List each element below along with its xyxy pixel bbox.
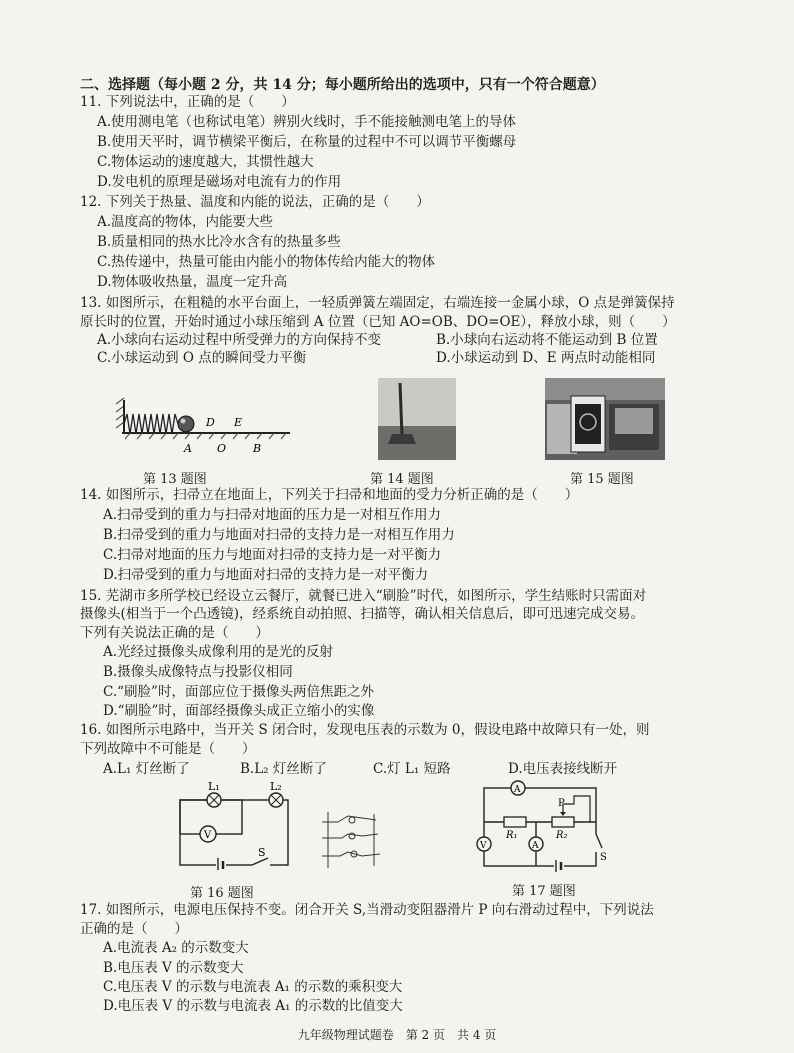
q12-option-d: D.物体吸收热量，温度一定升高	[97, 274, 288, 290]
fig17-label-p: P	[558, 798, 565, 809]
question-16-stem-line2: 下列故障中不可能是（ ）	[80, 741, 256, 757]
q12-option-c: C.热传递中，热量可能由内能小的物体传给内能大的物体	[97, 254, 436, 270]
fig13-label-e: E	[234, 416, 243, 429]
fig16-label-l1: L₁	[208, 780, 220, 793]
question-13-stem-line1: 13. 如图所示，在粗糙的水平台面上，一轻质弹簧左端固定，右端连接一金属小球，O 点是弹簧保持	[80, 295, 675, 311]
figure-16-circuit	[172, 778, 297, 870]
fig17-ammeter-a1-label: A	[532, 841, 539, 851]
fig13-label-o: O	[217, 442, 227, 455]
figure-13-spring-diagram	[110, 392, 295, 456]
fig17-voltmeter-label: V	[480, 841, 487, 851]
question-17-stem-line1: 17. 如图所示，电源电压保持不变。闭合开关 S,当滑动变阻器滑片 P 向右滑动过程中，下列说法	[80, 902, 654, 918]
q14-option-a: A.扫帚受到的重力与扫帚对地面的压力是一对相互作用力	[103, 507, 442, 523]
fig17-ammeter-a2-label: A	[514, 785, 521, 795]
q11-option-b: B.使用天平时，调节横梁平衡后，在称量的过程中不可以调节平衡螺母	[97, 134, 517, 150]
figure-13-caption: 第 13 题图	[143, 472, 207, 487]
figure-15-caption: 第 15 题图	[570, 472, 634, 487]
fig16-label-s: S	[258, 846, 266, 859]
q13-option-b: B.小球向右运动将不能运动到 B 位置	[436, 332, 658, 348]
page-footer: 九年级物理试题卷 第 2 页 共 4 页	[297, 1028, 497, 1042]
figure-15-face-scan-photo	[545, 378, 665, 460]
question-11-stem: 11. 下列说法中，正确的是（ ）	[80, 94, 295, 110]
figure-17-circuit	[474, 776, 609, 874]
q16-option-c: C.灯 L₁ 短路	[373, 761, 451, 777]
fig17-label-r2: R₂	[556, 830, 568, 841]
question-15-stem-line2: 摄像头(相当于一个凸透镜)，经系统自动拍照、扫描等，确认相关信息后，即可迅速完成交易。	[80, 606, 645, 622]
q15-option-c: C.“刷脸”时，面部应位于摄像头两倍焦距之外	[103, 684, 374, 700]
q17-option-b: B.电压表 V 的示数变大	[103, 960, 244, 976]
fig13-label-d: D	[206, 416, 215, 429]
question-12-stem: 12. 下列关于热量、温度和内能的说法，正确的是（ ）	[80, 194, 430, 210]
question-13-stem-line2: 原长时的位置，开始时通过小球压缩到 A 位置（已知 AO=OB、DO=OE），释放小球，则（ ）	[80, 314, 676, 330]
q14-option-d: D.扫帚受到的重力与地面对扫帚的支持力是一对平衡力	[103, 567, 429, 583]
figure-16-caption: 第 16 题图	[190, 886, 254, 901]
figure-14-broom-photo	[378, 378, 456, 460]
question-16-stem-line1: 16. 如图所示电路中，当开关 S 闭合时，发现电压表的示数为 0，假设电路中故障只有一处，则	[80, 722, 650, 738]
q14-option-b: B.扫帚受到的重力与地面对扫帚的支持力是一对相互作用力	[103, 527, 455, 543]
figure-14-caption: 第 14 题图	[370, 472, 434, 487]
fig17-label-r1: R₁	[506, 830, 518, 841]
q17-option-d: D.电压表 V 的示数与电流表 A₁ 的示数的比值变大	[103, 998, 403, 1014]
section-heading: 二、选择题（每小题 2 分，共 14 分；每小题所给出的选项中，只有一个符合题意）	[80, 77, 605, 93]
question-14-stem: 14. 如图所示，扫帚立在地面上，下列关于扫帚和地面的受力分析正确的是（ ）	[80, 487, 579, 503]
q16-option-d: D.电压表接线断开	[508, 761, 618, 777]
q13-option-a: A.小球向右运动过程中所受弹力的方向保持不变	[97, 332, 382, 348]
q13-option-d: D.小球运动到 D、E 两点时动能相同	[436, 350, 656, 366]
q15-option-b: B.摄像头成像特点与投影仪相同	[103, 664, 293, 680]
q14-option-c: C.扫帚对地面的压力与地面对扫帚的支持力是一对平衡力	[103, 547, 442, 563]
q15-option-a: A.光经过摄像头成像利用的是光的反射	[103, 644, 334, 660]
q12-option-b: B.质量相同的热水比冷水含有的热量多些	[97, 234, 341, 250]
q12-option-a: A.温度高的物体，内能要大些	[97, 214, 274, 230]
q13-option-c: C.小球运动到 O 点的瞬间受力平衡	[97, 350, 307, 366]
fig16-label-l2: L₂	[270, 780, 282, 793]
q11-option-d: D.发电机的原理是磁场对电流有力的作用	[97, 174, 342, 190]
q11-option-c: C.物体运动的速度越大，其惯性越大	[97, 154, 314, 170]
fig13-label-b: B	[253, 442, 262, 455]
handwritten-circuit-sketch	[318, 808, 384, 872]
question-17-stem-line2: 正确的是（ ）	[80, 921, 188, 937]
figure-17-caption: 第 17 题图	[512, 884, 576, 899]
question-15-stem-line1: 15. 芜湖市多所学校已经设立云餐厅，就餐已进入“刷脸”时代，如图所示，学生结账时只需面对	[80, 588, 647, 604]
q17-option-a: A.电流表 A₂ 的示数变大	[103, 940, 249, 956]
q16-option-a: A.L₁ 灯丝断了	[103, 761, 190, 777]
q15-option-d: D.“刷脸”时，面部经摄像头成正立缩小的实像	[103, 703, 375, 719]
fig16-voltmeter-label: V	[204, 830, 212, 841]
q16-option-b: B.L₂ 灯丝断了	[240, 761, 327, 777]
fig13-label-a: A	[184, 442, 192, 455]
q17-option-c: C.电压表 V 的示数与电流表 A₁ 的示数的乘积变大	[103, 979, 403, 995]
fig17-label-s: S	[600, 852, 607, 863]
question-15-stem-line3: 下列有关说法正确的是（ ）	[80, 625, 269, 641]
q11-option-a: A.使用测电笔（也称试电笔）辨别火线时，手不能接触测电笔上的导体	[97, 114, 517, 130]
